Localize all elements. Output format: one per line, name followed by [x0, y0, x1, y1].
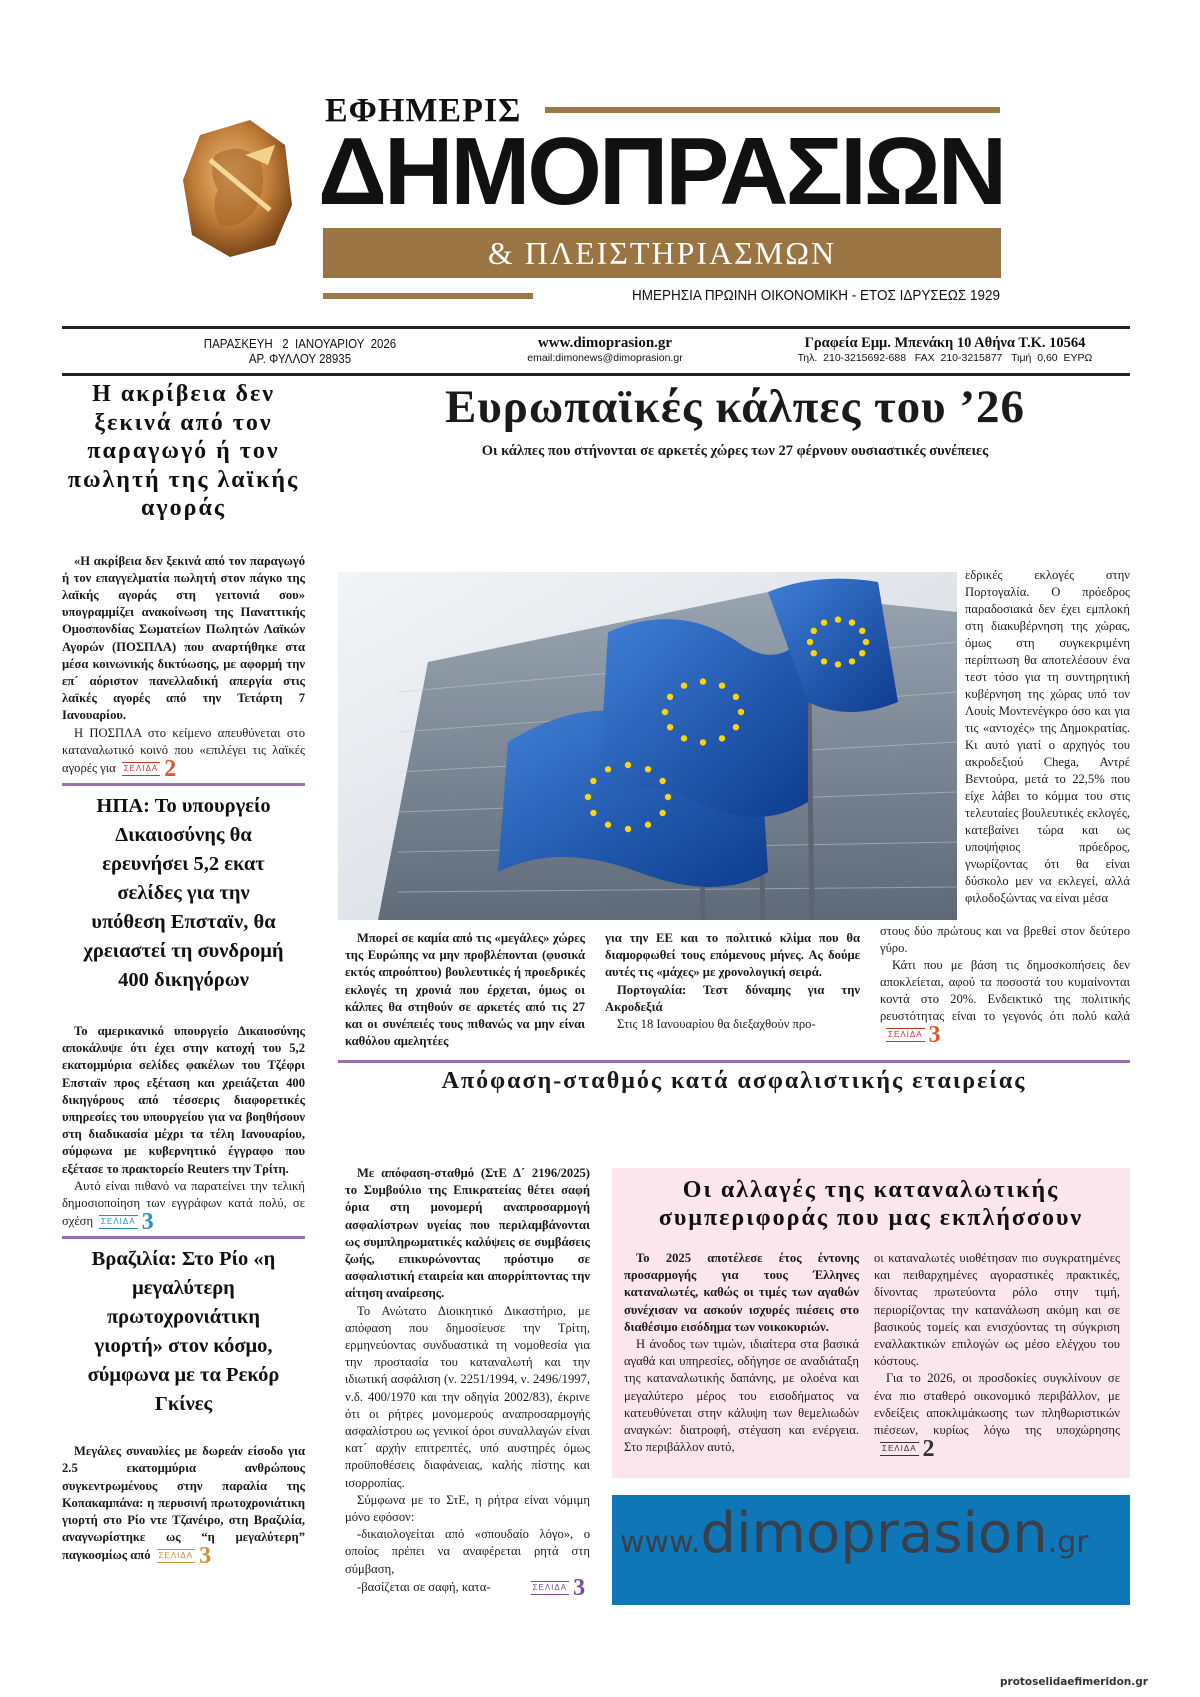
eu-star — [645, 766, 651, 772]
eu-star — [719, 735, 725, 741]
insurance-body — [345, 1165, 590, 1601]
page-label: ΣΕΛΙΔΑ — [880, 1442, 919, 1456]
left-column — [62, 380, 305, 1570]
article-body — [62, 553, 305, 782]
article-body — [62, 1023, 305, 1236]
insurance-headline[interactable]: Απόφαση-σταθμός κατά ασφαλιστικής εταιρείας — [441, 1068, 1027, 1094]
top-rule — [62, 326, 1130, 329]
eu-star — [733, 694, 739, 700]
page-number: 3 — [199, 1543, 212, 1570]
insurance-lead: Με απόφαση-σταθμό (ΣτΕ Δ´ 2196/2025) το Συμβούλιο της Επικρατείας θέτει σαφή όρια στη μονομερή αναπροσαρμογή ασφαλίστρων υγείας που περιλαμβάνονται ως συμπληρωματικές καλύψεις σε συμβάσεις ζωής, επικυρώνοντας πρόστιμο σε ασφαλιστική εταιρεία και απορρίπτοντας την αίτηση αναίρεσης. — [345, 1166, 590, 1301]
contact-info: Τηλ. 210-3215692-688 FAX 210-3215877 Τιμή 0,60 ΕΥΡΩ — [797, 352, 1093, 364]
consumer-col1 — [624, 1250, 859, 1456]
hermes-coin-icon — [180, 115, 295, 260]
article-body — [62, 1443, 305, 1570]
main-story-text: Στις 18 Ιανουαρίου θα διεξαχθούν προ- — [617, 1017, 816, 1032]
continue-page-link[interactable] — [531, 1574, 586, 1601]
eu-star — [681, 735, 687, 741]
eu-star — [659, 778, 665, 784]
watermark: protoselidaefimeridon.gr — [1000, 1676, 1148, 1688]
insurance-text: -βασίζεται σε σαφή, κατα- — [357, 1579, 491, 1594]
page-label: ΣΕΛΙΔΑ — [157, 1549, 196, 1563]
page-label: ΣΕΛΙΔΑ — [122, 762, 161, 776]
eu-star — [605, 822, 611, 828]
main-story-text: εδρικές εκλογές στην Πορτογαλία. Ο πρόεδρος παραδοσιακά δεν έχει εμπλοκή στη διακυβέρνηση της χώρας, όμως στη συγκεκριμένη περίπτωση θα αποτελέσουν ένα τεστ τόσο για τη συντηρητική κυβέρνηση της χώρας υπό τον Λουίς Μοντενέγκρο όσο και για τις «αντοχές» της Δημοκρατίας. Κι αυτό γιατί ο αρχηγός του ακροδεξιού Chega, Αντρέ Βεντούρα, μετά το 22,5% που είχε λάβει το κόμμα του στις τελευταίες βουλευτικές εκλογές, κατεβαίνει τώρα και ως υποψήφιος πρόεδρος, γνωρίζοντας ότι θα είναι δύσκολο μεν να εκλεγεί, αλλά φιλοδοξώντας να είναι μέσα — [965, 568, 1130, 905]
issue-date: ΠΑΡΑΣΚΕΥΗ 2 ΙΑΝΟΥΑΡΙΟΥ 2026 — [203, 337, 397, 351]
eu-star — [681, 682, 687, 688]
ad-prefix: www. — [620, 1525, 701, 1560]
continue-page-link[interactable] — [99, 1209, 154, 1236]
article-lead: Το αμερικανικό υπουργείο Δικαιοσύνης αποκάλυψε ότι έχει στην κατοχή του 5,2 εκατομμύρια σελίδες φακέλων του Τζέφρι Επσταϊν προς εξέταση και χρειάζεται 400 δικηγόρους από τέσσερις διαφορετικές υπηρεσίες του υπουργείου για να βοηθήσουν στη διαδικασία μέχρι τα τέλη Ιανουαρίου, σύμφωνα με κυβερνητικό έγγραφο που εξέτασε το πρακτορείο Reuters την Τρίτη. — [62, 1023, 305, 1176]
eu-star — [719, 682, 725, 688]
main-story-lead-cont: για την ΕΕ και το πολιτικό κλίμα που θα διαμορφωθεί τους επόμενους μήνες. Ας δούμε αυτές τις «μάχες» με χρονολογική σειρά. — [605, 931, 860, 980]
page-number: 2 — [164, 755, 177, 782]
eu-star — [849, 658, 855, 664]
main-story-text: Κάτι που με βάση τις δημοσκοπήσεις δεν αποκλείεται, αφού τα ποσοστά του κυμαίνονται κοντά στο 20%. Ενδεικτικό της πολιτικής ρευστότητας είναι το γεγονός ότι πολύ καλά — [880, 958, 1130, 1023]
masthead-tagline: ΗΜΕΡΗΣΙΑ ΠΡΩΙΝΗ ΟΙΚΟΝΟΜΙΚΗ - ΕΤΟΣ ΙΔΡΥΣΕΩΣ 1929 — [631, 287, 1000, 304]
main-subheadline: Οι κάλπες που στήνονται σε αρκετές χώρες των 27 φέρνουν ουσιαστικές συνέπειες — [481, 443, 989, 459]
eu-star — [859, 628, 865, 634]
consumer-headline[interactable]: Οι αλλαγές της καταναλωτικής συμπεριφοράς που μας εκπλήσσουν — [658, 1177, 1084, 1231]
page-label: ΣΕΛΙΔΑ — [99, 1215, 138, 1229]
eu-star — [585, 794, 591, 800]
continue-page-link[interactable] — [880, 1436, 935, 1463]
eu-star — [859, 650, 865, 656]
eu-star — [625, 762, 631, 768]
consumer-text: Για το 2026, οι προσδοκίες συγκλίνουν σε ένα πιο σταθερό οικονομικό περιβάλλον, με ενδείξεις αποκλιμάκωσης των πληθωριστικών πιέσεων, κυρίως λόγω της υποχώρησης — [874, 1371, 1120, 1438]
article-lead: «Η ακρίβεια δεν ξεκινά από τον παραγωγό ή τον επαγγελματία πωλητή στον πάγκο της λαϊκής αγοράς στη γειτονιά σου» υπογραμμίζει ανακοίνωση της Παναττικής Ομοσπονδίας Σωματείων Πωλητών Λαϊκών Αγορών (ΠΟΣΠΛΑ) που αναρτήθηκε στα μέσα κοινωνικής δικτύωσης, με αφορμή την επ´ αόριστον πανελλαδική απεργία στις λαϊκές αγορές από την Τετάρτη 7 Ιανουαρίου. — [62, 553, 305, 723]
article-headline[interactable]: Η ακρίβεια δεν ξεκινά από τον παραγωγό ή τον πωλητή της λαϊκής αγοράς — [67, 381, 300, 521]
eu-star — [665, 794, 671, 800]
consumer-text: Η άνοδος των τιμών, ιδιαίτερα στα βασικά αγαθά και υπηρεσίες, οδήγησε σε αναδιάταξη της καταναλωτικής δαπάνης, με ολοένα και μεγαλύτερο μέρος του εισοδήματος να κατευθύνεται στην κάλυψη των θεμελιωδών αναγκών: διατροφή, στέγαση και ενέργεια. Στο περιβάλλον αυτό, — [624, 1337, 859, 1455]
email-link[interactable]: email:dimonews@dimoprasion.gr — [527, 352, 683, 364]
eu-star — [835, 616, 841, 622]
article-lead: Μεγάλες συναυλίες με δωρεάν είσοδο για 2.5 εκατομμύρια ανθρώπους συγκεντρωμένους στην παραλία της Κοπακαμπάνα: η περυσινή πρωτοχρονιάτικη γιορτή στο Ρίο ντε Τζανέιρο, στη Βραζιλία, αναγνωρίστηκε ως “η μεγαλύτερη” παγκοσμίως από — [62, 1444, 305, 1563]
eu-star — [849, 619, 855, 625]
office-address: Γραφεία Εμμ. Μπενάκη 10 Αθήνα Τ.Κ. 10564 — [804, 335, 1086, 351]
main-headline[interactable]: Ευρωπαϊκές κάλπες του ’26 — [445, 381, 1025, 433]
page-number: 2 — [922, 1436, 935, 1463]
eu-star — [590, 810, 596, 816]
website-link[interactable]: www.dimoprasion.gr — [537, 335, 673, 351]
main-story-col2 — [605, 930, 860, 1033]
page-label: ΣΕΛΙΔΑ — [886, 1028, 925, 1042]
eu-star — [667, 724, 673, 730]
consumer-lead: Το 2025 αποτέλεσε έτος έντονης προσαρμογής για τους Έλληνες καταναλωτές, καθώς οι τιμές των αγαθών συνέχισαν να ασκούν ισχυρές πιέσεις στο διαθέσιμο εισόδημα των νοικοκυριών. — [624, 1251, 859, 1334]
eu-star — [700, 739, 706, 745]
masthead-subtitle: & ΠΛΕΙΣΤΗΡΙΑΣΜΩΝ — [323, 228, 1001, 278]
consumer-col2 — [874, 1250, 1120, 1463]
eu-star — [625, 826, 631, 832]
section-divider — [338, 1060, 1130, 1063]
tagline-rule — [323, 293, 533, 299]
issue-number: ΑΡ. ΦΥΛΛΟΥ 28935 — [248, 352, 352, 366]
consumer-story-box — [612, 1168, 1130, 1478]
masthead-pre-title: ΕΦΗΜΕΡΙΣ — [325, 92, 522, 129]
website-ad-banner[interactable] — [612, 1495, 1130, 1605]
eu-star — [835, 661, 841, 667]
page-number: 3 — [573, 1574, 586, 1601]
continue-page-link[interactable] — [157, 1543, 212, 1570]
article-headline[interactable]: ΗΠΑ: Το υπουργείο Δικαιοσύνης θα ερευνήσει 5,2 εκατ σελίδες για την υπόθεση Επσταϊν, θα χρειαστεί τη συνδρομή 400 δικηγόρων — [83, 794, 284, 991]
eu-flags-photo — [338, 572, 957, 920]
article-text: Αυτό είναι πιθανό να παρατείνει την τελική δημοσιοποίηση των εγγράφων κατά πολύ, σε σχέση — [62, 1178, 305, 1229]
article-text: Η ΠΟΣΠΛΑ στο κείμενο απευθύνεται στο καταναλωτικό κοινό που «επιλέγει τις λαϊκές αγορές για — [62, 725, 305, 775]
ad-name: dimoprasion — [700, 1501, 1048, 1566]
section-divider — [62, 1236, 305, 1239]
page-number: 3 — [928, 1022, 941, 1048]
page-number: 3 — [141, 1209, 154, 1236]
main-story-col3 — [880, 567, 1130, 1048]
eu-star — [700, 678, 706, 684]
eu-star — [738, 709, 744, 715]
eu-star — [662, 709, 668, 715]
continue-page-link[interactable] — [122, 755, 177, 782]
info-bottom-rule — [62, 373, 1130, 376]
article-headline[interactable]: Βραζιλία: Στο Ρίο «η μεγαλύτερη πρωτοχρονιάτικη γιορτή» στον κόσμο, σύμφωνα με τα Ρεκόρ Γκίνες — [87, 1248, 280, 1416]
ad-suffix: .gr — [1047, 1525, 1089, 1560]
main-story-col1 — [345, 930, 585, 1050]
main-story-subhead: Πορτογαλία: Τεστ δύναμης για την Ακροδεξιά — [605, 982, 860, 1014]
insurance-text: Το Ανώτατο Διοικητικό Δικαστήριο, με απόφαση που δημοσίευσε την Τρίτη, ερμηνεύοντας συνδυαστικά τη νομοθεσία για την προστασία του καταναλωτή και την ιδιωτική ασφάλιση (ν. 2251/1994, ν. 2496/1997, ν.δ. 400/1970 και την οδηγία 2002/83), έκρινε ότι οι ρήτρες μονομερούς αναπροσαρμογής ασφαλίστρου ως γενικοί όροι συναλλαγών είναι κατ´ αρχήν επιτρεπτές, υπό αυστηρές όμως προϋποθέσεις διαφάνειας, καλής πίστης και ισορροπίας. — [345, 1303, 590, 1490]
eu-star — [821, 658, 827, 664]
eu-star — [863, 639, 869, 645]
eu-star — [605, 766, 611, 772]
insurance-text: -δικαιολογείται από «σπουδαίο λόγο», ο οποίος πρέπει να αναφέρεται ρητά στη σύμβαση, — [345, 1527, 590, 1576]
eu-star — [590, 778, 596, 784]
continue-page-link[interactable] — [886, 1022, 941, 1048]
eu-star — [659, 810, 665, 816]
insurance-text: Σύμφωνα με το ΣτΕ, η ρήτρα είναι νόμιμη μόνο εφόσον: — [345, 1492, 590, 1525]
section-divider — [62, 783, 305, 786]
masthead-rule — [545, 107, 1000, 113]
main-story-text: στους δύο πρώτους και να βρεθεί στον δεύτερο γύρο. — [880, 924, 1130, 955]
masthead-title: ΔΗΜΟΠΡΑΣΙΩΝ — [318, 118, 1005, 225]
page-label: ΣΕΛΙΔΑ — [531, 1581, 570, 1595]
eu-star — [821, 619, 827, 625]
main-story-lead: Μπορεί σε καμία από τις «μεγάλες» χώρες της Ευρώπης να μην προβλέπονται (φυσικά εκτός απροόπτου) βουλευτικές ή προεδρικές εκλογές τη χρονιά που έρχεται, όμως οι κάλπες θα στηθούν σε αρκετές από τις 27 και οι συνέπειές τους πιθανώς να μην είναι καθόλου αμελητέες — [345, 931, 585, 1049]
eu-star — [811, 628, 817, 634]
eu-star — [645, 822, 651, 828]
consumer-text: οι καταναλωτές υιοθέτησαν πιο συγκρατημένες και πειθαρχημένες αγοραστικές πρακτικές, δίνοντας πρωτεύοντα ρόλο στην τιμή, περιορίζοντας την κατανάλωση ακόμη και σε βασικούς τομείς και ενισχύοντας τη σύγκριση εναλλακτικών επιλογών ως μέσο ελέγχου του κόστους. — [874, 1251, 1120, 1369]
eu-star — [811, 650, 817, 656]
eu-star — [667, 694, 673, 700]
eu-star — [733, 724, 739, 730]
eu-star — [807, 639, 813, 645]
